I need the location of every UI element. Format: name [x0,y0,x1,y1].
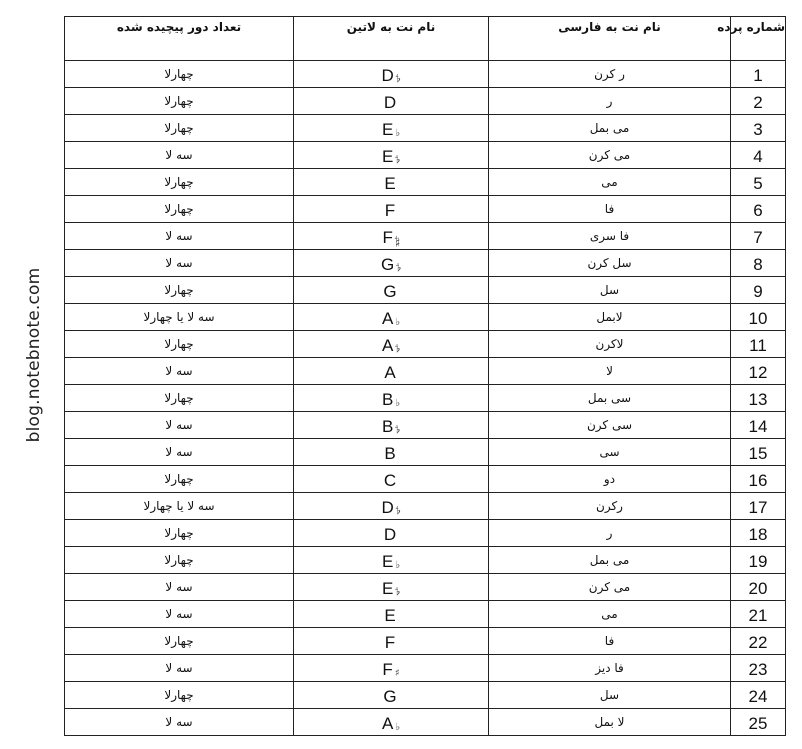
latin-note-cell [294,709,489,736]
accidental-icon: 𝄳 [395,506,401,517]
table-row [65,304,786,331]
latin-note-cell [294,520,489,547]
fret-number-cell [731,493,786,520]
latin-note-cell [294,223,489,250]
latin-note-cell [294,412,489,439]
latin-note-cell [294,547,489,574]
fret-number: 8 [753,255,763,274]
coil-count-cell: سه لا یا چهارلا [65,493,294,520]
coil-count-cell: سه لا یا چهارلا [65,304,294,331]
persian-note-cell: فا [489,196,731,223]
fret-number: 19 [748,552,768,571]
fret-number-cell [731,520,786,547]
coil-count-cell: چهارلا [65,88,294,115]
table-row [65,250,786,277]
coil-count-cell: چهارلا [65,547,294,574]
persian-note-cell: دو [489,466,731,493]
note-letter: F [384,201,396,220]
fret-number: 18 [748,525,768,544]
coil-count-cell: چهارلا [65,277,294,304]
fret-number: 25 [748,714,768,733]
persian-note-cell: لاکرن [489,331,731,358]
accidental-icon: ♭ [395,722,401,733]
coil-count-cell: چهارلا [65,466,294,493]
coil-count-cell: سه لا [65,412,294,439]
fret-number: 1 [753,66,763,85]
fret-number-cell [731,574,786,601]
note-letter: E [384,606,396,625]
table-header-row [65,17,786,61]
latin-note-cell [294,88,489,115]
persian-note-cell: ر [489,88,731,115]
watermark-text: blog.notebnote.com [24,267,44,443]
fret-number: 11 [749,336,767,355]
latin-note-cell [294,385,489,412]
coil-count-cell: چهارلا [65,196,294,223]
fret-number: 15 [748,444,768,463]
note-letter: G [380,255,395,274]
fret-number-cell [731,385,786,412]
table-row [65,574,786,601]
table-row [65,61,786,88]
fret-table [64,16,786,736]
note-letter: B [384,444,396,463]
fret-number-cell [731,142,786,169]
note-letter: D [381,66,394,85]
accidental-icon: ♭ [395,560,401,571]
note-letter: G [383,687,397,706]
fret-number: 2 [753,93,763,112]
latin-note-cell [294,466,489,493]
table-row [65,196,786,223]
table-row [65,115,786,142]
latin-note-cell [294,250,489,277]
note-letter: E [381,120,394,139]
fret-number-cell [731,115,786,142]
accidental-icon: ♭ [395,128,401,139]
persian-note-cell: لابمل [489,304,731,331]
persian-note-cell: می کرن [489,574,731,601]
persian-note-cell: سل [489,277,731,304]
fret-number-cell [731,601,786,628]
latin-note-cell [294,628,489,655]
fret-number: 7 [753,228,763,247]
note-letter: E [384,174,396,193]
accidental-icon: 𝄳 [395,155,401,166]
latin-note-cell [294,142,489,169]
fret-number: 10 [748,309,768,328]
fret-number-cell [731,682,786,709]
fret-number: 6 [753,201,763,220]
latin-note-cell [294,304,489,331]
table-row [65,385,786,412]
coil-count-cell: سه لا [65,142,294,169]
coil-count-cell: سه لا [65,601,294,628]
table-row [65,601,786,628]
table-row [65,547,786,574]
latin-note-cell [294,439,489,466]
note-letter: F [382,228,393,247]
coil-count-cell: چهارلا [65,682,294,709]
header-latin-note: نام نت به لاتین [294,17,489,61]
persian-note-cell: سی کرن [489,412,731,439]
fret-number-cell [731,655,786,682]
note-letter: G [383,282,397,301]
coil-count-cell: سه لا [65,223,294,250]
accidental-icon: 𝄳 [395,587,401,598]
persian-note-cell: می [489,169,731,196]
fret-number: 4 [753,147,763,166]
fret-number-cell [731,196,786,223]
persian-note-cell: فا سری [489,223,731,250]
coil-count-cell: چهارلا [65,385,294,412]
fret-number: 23 [748,660,768,679]
persian-note-cell: لا [489,358,731,385]
table-row [65,277,786,304]
table-row [65,331,786,358]
accidental-icon: 𝄳 [395,344,401,355]
fret-number-cell [731,223,786,250]
table-row [65,142,786,169]
latin-note-cell [294,358,489,385]
fret-number: 12 [748,363,768,382]
fret-number-cell [731,709,786,736]
table-row [65,358,786,385]
latin-note-cell [294,61,489,88]
fret-number-cell [731,358,786,385]
fret-number-cell [731,250,786,277]
note-letter: B [381,390,394,409]
coil-count-cell: سه لا [65,655,294,682]
coil-count-cell: چهارلا [65,115,294,142]
note-letter: A [381,336,394,355]
fret-number: 3 [753,120,763,139]
persian-note-cell: فا دیز [489,655,731,682]
coil-count-cell: سه لا [65,709,294,736]
fret-number-cell [731,547,786,574]
coil-count-cell: سه لا [65,358,294,385]
fret-number: 20 [748,579,768,598]
header-persian-note: نام نت به فارسی [489,17,731,61]
fret-number: 9 [753,282,763,301]
table-body [65,61,786,736]
note-letter: D [383,525,397,544]
table-row [65,466,786,493]
fret-number-cell [731,628,786,655]
accidental-icon: ♭ [395,317,401,328]
persian-note-cell: فا [489,628,731,655]
latin-note-cell [294,169,489,196]
table-row [65,412,786,439]
note-letter: D [381,498,394,517]
fret-number-cell [731,304,786,331]
persian-note-cell: می کرن [489,142,731,169]
coil-count-cell: چهارلا [65,331,294,358]
accidental-icon: 𝄳 [395,74,401,85]
note-letter: E [381,552,394,571]
table-row [65,709,786,736]
fret-number-cell [731,439,786,466]
coil-count-cell: چهارلا [65,169,294,196]
table-row [65,223,786,250]
accidental-icon: 𝄳 [395,425,401,436]
header-fret-number: شماره پرده [731,17,786,61]
persian-note-cell: ر [489,520,731,547]
note-letter: F [382,660,393,679]
note-letter: C [383,471,397,490]
note-letter: E [381,147,394,166]
latin-note-cell [294,115,489,142]
persian-note-cell: سی بمل [489,385,731,412]
fret-number-cell [731,169,786,196]
latin-note-cell [294,331,489,358]
fret-number: 24 [748,687,768,706]
fret-number-cell [731,88,786,115]
table-row [65,439,786,466]
fret-number: 13 [748,390,768,409]
latin-note-cell [294,574,489,601]
note-letter: A [384,363,396,382]
fret-number: 16 [748,471,768,490]
persian-note-cell: می بمل [489,547,731,574]
coil-count-cell: چهارلا [65,520,294,547]
note-letter: D [383,93,397,112]
coil-count-cell: چهارلا [65,61,294,88]
accidental-icon: 𝄲 [394,236,400,247]
note-letter: A [381,309,394,328]
fret-number-cell [731,412,786,439]
note-letter: B [381,417,394,436]
latin-note-cell [294,655,489,682]
coil-count-cell: چهارلا [65,628,294,655]
fret-number-cell [731,331,786,358]
latin-note-cell [294,196,489,223]
persian-note-cell: سل [489,682,731,709]
fret-number: 17 [748,498,768,517]
accidental-icon: ♭ [395,398,401,409]
note-letter: F [384,633,396,652]
fret-number-cell [731,277,786,304]
latin-note-cell [294,682,489,709]
fret-number-cell [731,466,786,493]
note-letter: E [381,579,394,598]
fret-number: 14 [748,417,768,436]
table-row [65,682,786,709]
fret-number-cell [731,61,786,88]
persian-note-cell: می بمل [489,115,731,142]
accidental-icon: 𝄳 [396,263,401,274]
note-letter: A [381,714,394,733]
persian-note-cell: سل کرن [489,250,731,277]
table-row [65,655,786,682]
accidental-icon: ♯ [394,668,400,679]
coil-count-cell: سه لا [65,574,294,601]
fret-number: 21 [748,606,768,625]
coil-count-cell: سه لا [65,250,294,277]
fret-number: 22 [748,633,768,652]
table-row [65,169,786,196]
fret-number: 5 [753,174,763,193]
header-coil-count: تعداد دور پیچیده شده [65,17,294,61]
latin-note-cell [294,493,489,520]
persian-note-cell: ر کرن [489,61,731,88]
latin-note-cell [294,277,489,304]
table-row [65,520,786,547]
coil-count-cell: سه لا [65,439,294,466]
table-row [65,493,786,520]
table-row [65,88,786,115]
persian-note-cell: می [489,601,731,628]
latin-note-cell [294,601,489,628]
table-row [65,628,786,655]
persian-note-cell: لا بمل [489,709,731,736]
persian-note-cell: سی [489,439,731,466]
persian-note-cell: رکرن [489,493,731,520]
